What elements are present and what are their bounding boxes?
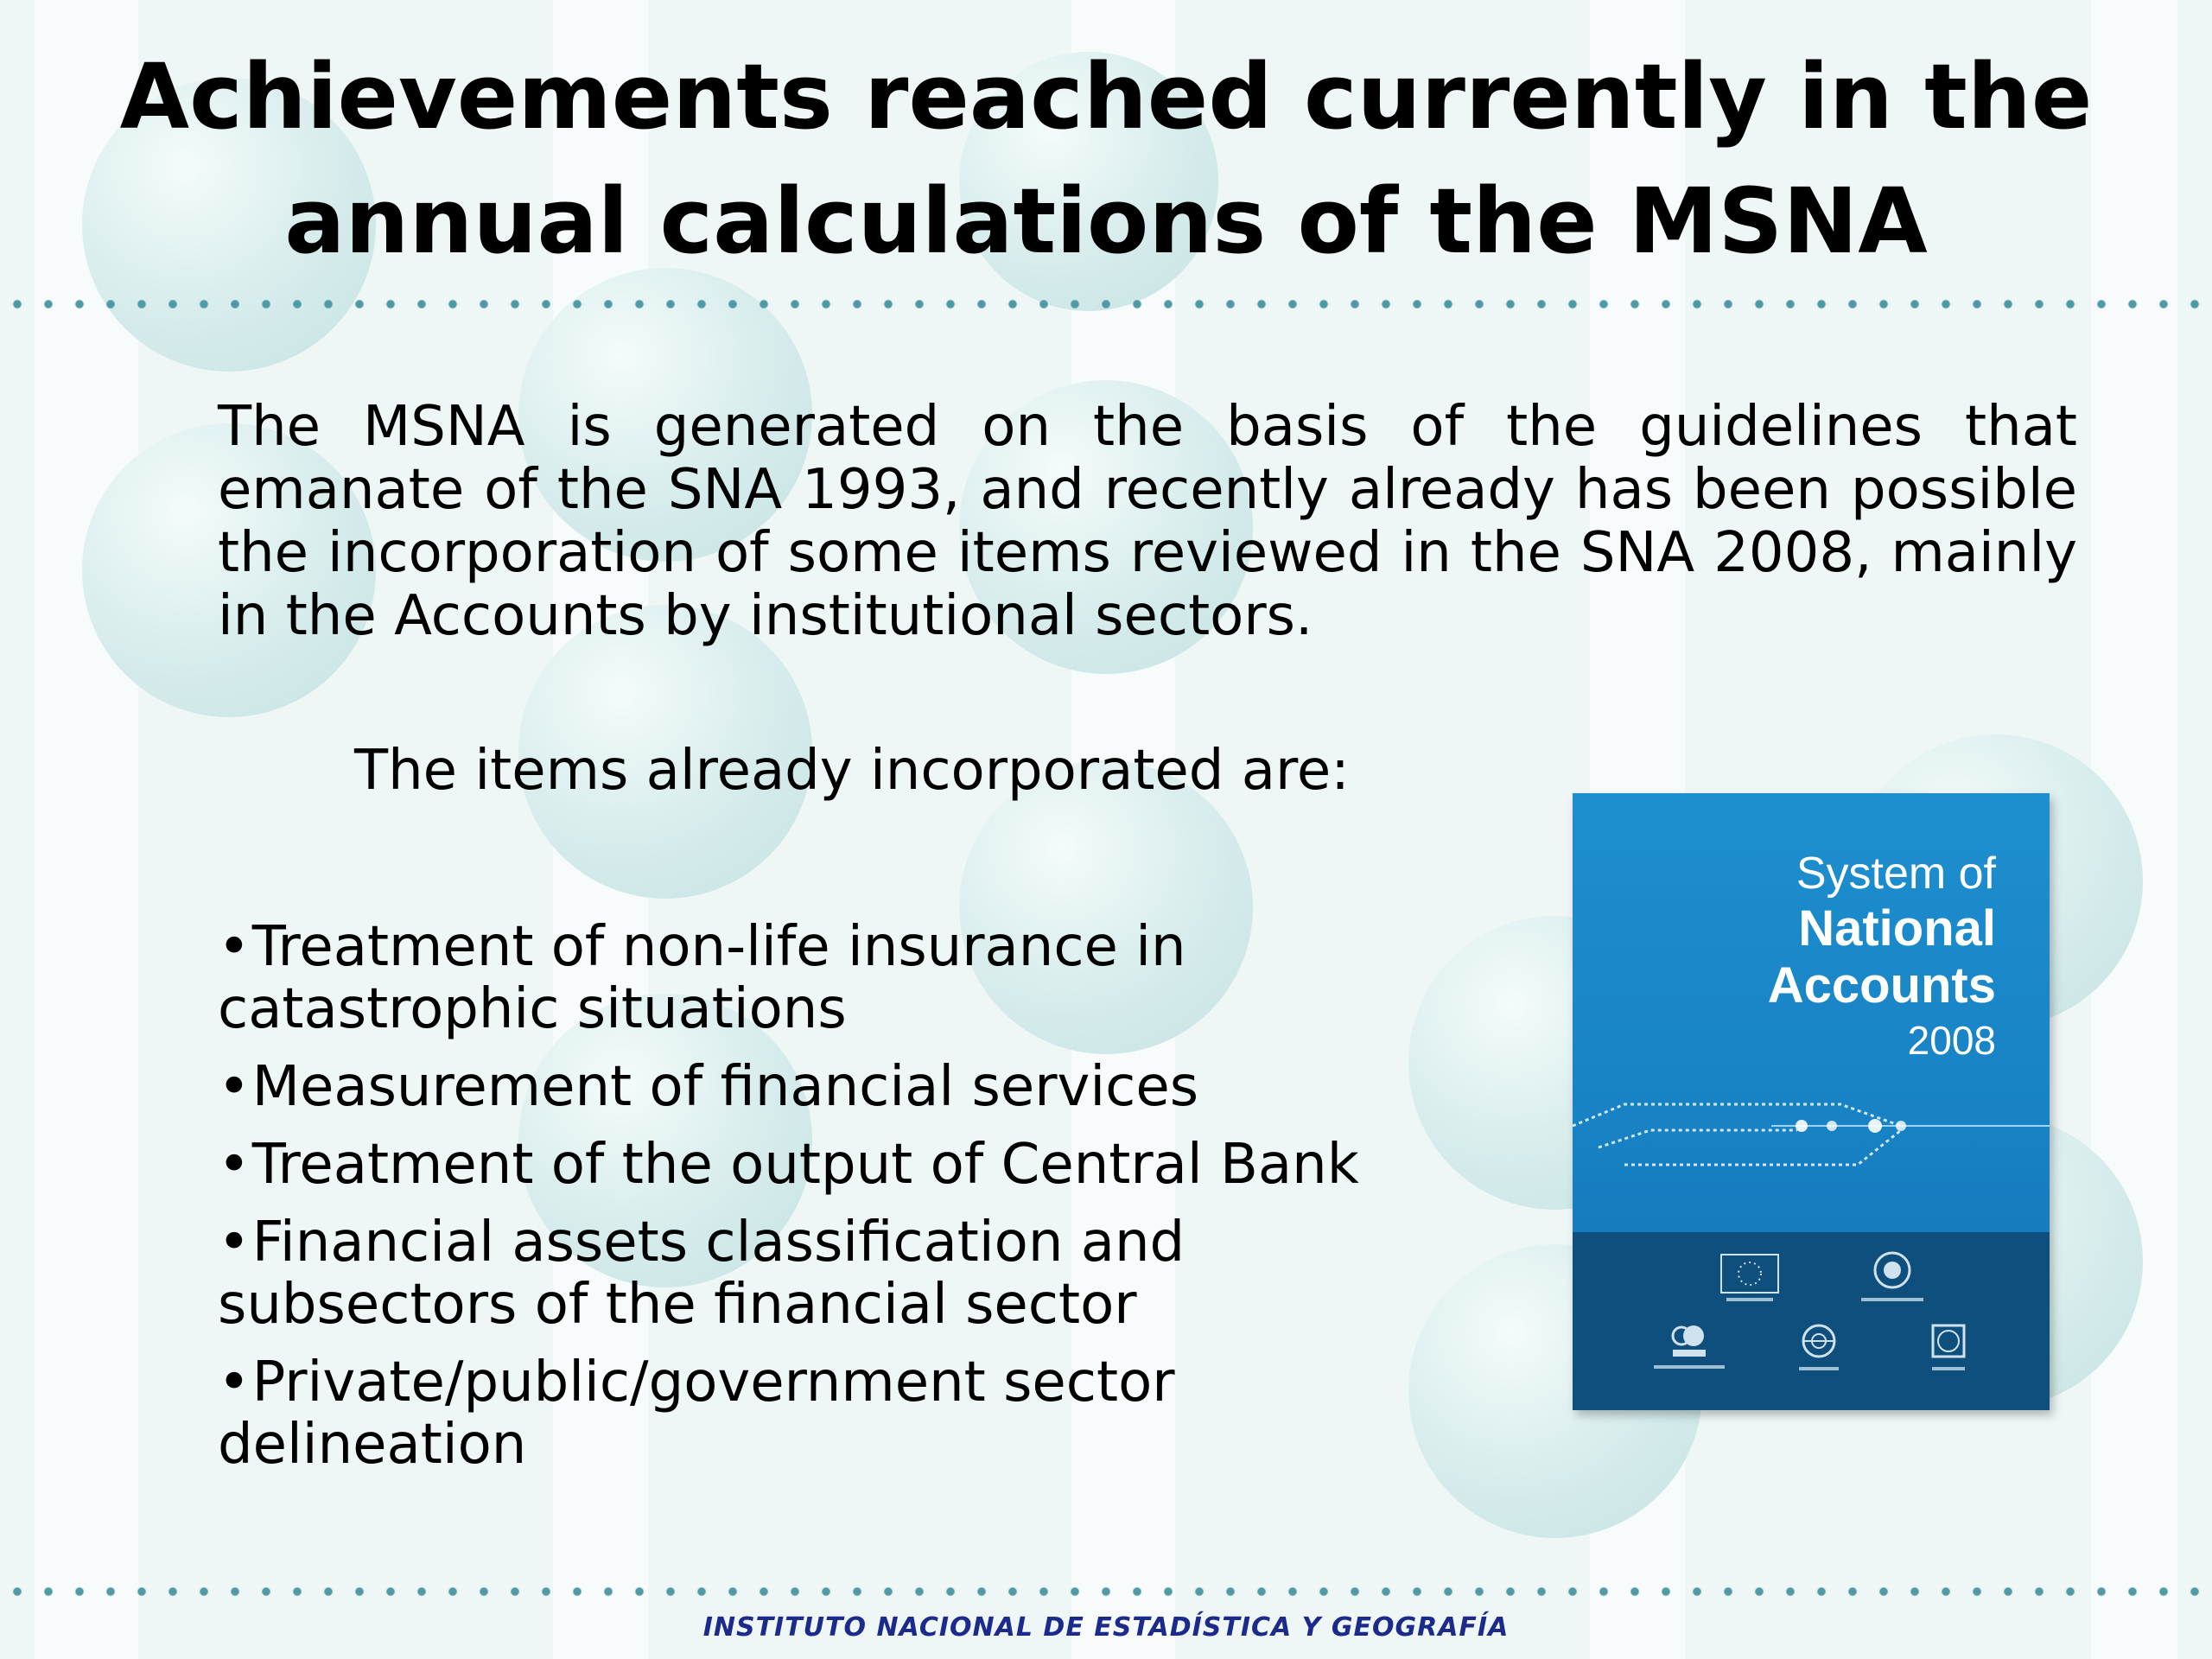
cover-year: 2008 (1907, 1018, 1996, 1063)
items-subheading: The items already incorporated are: (354, 739, 1350, 803)
bullet-mark: • (218, 915, 251, 979)
cover-title (1768, 847, 1996, 1066)
bullet-mark: • (218, 1055, 251, 1119)
list-item (218, 1351, 1462, 1476)
list-item (218, 1211, 1462, 1336)
incorporated-items-list (218, 916, 1462, 1491)
european-commission-logo-icon (1719, 1253, 1780, 1305)
list-item (218, 1134, 1462, 1196)
bullet-mark: • (218, 1211, 251, 1274)
dotted-divider-bottom (0, 1585, 2212, 1599)
dotted-divider-top (0, 297, 2212, 311)
bullet-mark: • (218, 1133, 251, 1197)
united-nations-logo-icon (1789, 1322, 1849, 1376)
bullet-mark: • (218, 1351, 251, 1414)
imf-logo-icon (1858, 1249, 1927, 1306)
cover-title-line-1: System of (1796, 849, 1996, 899)
list-item-text: Treatment of the output of Central Bank (251, 1133, 1359, 1197)
cover-logo-band (1573, 1232, 2050, 1410)
institution-footer: INSTITUTO NACIONAL DE ESTADÍSTICA Y GEOGRAFÍA (702, 1612, 1510, 1643)
title-line-1: Achievements reached currently in the (119, 44, 2093, 149)
slide-title (0, 35, 2212, 283)
intro-paragraph: The MSNA is generated on the basis of the guidelines that emanate of the SNA 1993, and recently already has been possible the incorporation of some items reviewed in the SNA 2008, mainly in the Accounts by institutional sectors. (218, 395, 2077, 648)
title-line-2: annual calculations of the MSNA (284, 168, 1928, 274)
list-item (218, 1056, 1462, 1118)
cover-title-line-2: National (1798, 900, 1996, 957)
sna-2008-book-cover (1573, 793, 2050, 1410)
list-item-text: Private/public/government sector delineation (218, 1351, 1175, 1477)
list-item-text: Financial assets classification and subsectors of the financial sector (218, 1211, 1185, 1337)
world-bank-logo-icon (1918, 1322, 1979, 1376)
circuit-lines-graphic (1573, 1078, 2050, 1173)
list-item-text: Measurement of financial services (251, 1055, 1199, 1119)
list-item-text: Treatment of non-life insurance in catastrophic situations (218, 915, 1186, 1041)
list-item (218, 916, 1462, 1040)
cover-title-line-3: Accounts (1767, 957, 1996, 1014)
oecd-logo-icon (1650, 1319, 1728, 1376)
